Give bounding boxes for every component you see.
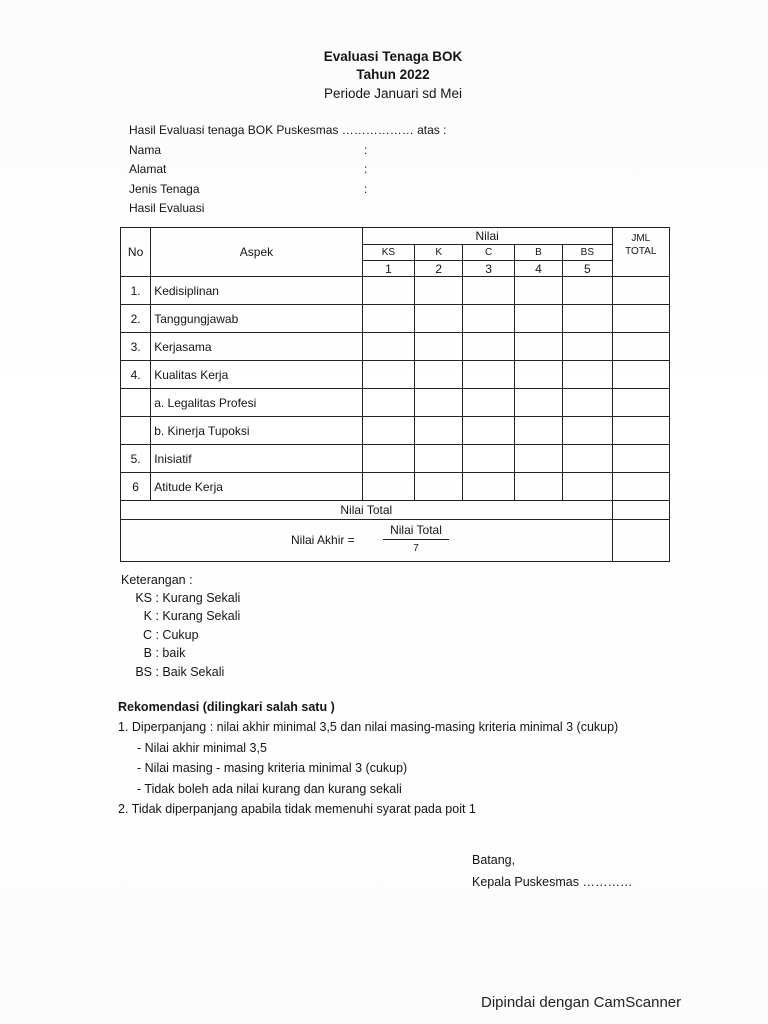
header-aspek: Aspek [151,228,363,277]
fraction-numerator: Nilai Total [383,522,449,540]
total-cell[interactable] [612,333,669,361]
nilai-akhir-formula [121,520,613,562]
score-cell[interactable] [415,473,463,501]
score-cell[interactable] [563,361,612,389]
grade-code-c: C [463,245,514,261]
row-aspek: Inisiatif [151,445,363,473]
grade-code-b: B [514,245,562,261]
row-aspek: Atitude Kerja [151,473,363,501]
rekomendasi-criterion: - Tidak boleh ada nilai kurang dan kurang sekali [137,781,402,796]
score-cell[interactable] [563,445,612,473]
table-row [121,389,670,417]
info-label: Alamat [129,162,167,176]
row-aspek: b. Kinerja Tupoksi [151,417,363,445]
rekomendasi-criterion: - Nilai masing - masing kriteria minimal 3 (cukup) [137,761,408,775]
rekomendasi-section [118,697,618,820]
score-cell[interactable] [415,389,463,417]
score-cell[interactable] [563,389,612,417]
row-aspek: Tanggungjawab [151,305,363,333]
table-row [121,473,670,501]
rekomendasi-option-1[interactable]: 1. Diperpanjang : nilai akhir minimal 3,5 dan nilai masing-masing kriteria minimal 3 (cukup) [118,720,619,734]
legend-item [121,589,240,607]
rekomendasi-title: Rekomendasi (dilingkari salah satu ) [118,700,335,714]
row-no: 1. [121,277,151,305]
score-cell[interactable] [514,445,562,473]
legend-item [121,663,240,681]
grade-num-1: 1 [362,261,414,277]
row-no: 6 [121,473,151,501]
score-cell[interactable] [362,333,414,361]
score-cell[interactable] [415,445,463,473]
score-cell[interactable] [463,305,514,333]
nilai-total-label: Nilai Total [121,501,613,520]
score-cell[interactable] [362,473,414,501]
score-cell[interactable] [463,361,514,389]
rekomendasi-option-2[interactable]: 2. Tidak diperpanjang apabila tidak memenuhi syarat pada poit 1 [118,802,476,816]
header-jml: JML [631,233,651,244]
row-aspek: Kualitas Kerja [151,361,363,389]
total-cell[interactable] [612,389,669,417]
row-no [121,417,151,445]
table-row [121,417,670,445]
nilai-akhir-fraction [383,522,449,558]
grade-code-k: K [415,245,463,261]
score-cell[interactable] [514,361,562,389]
header-no: No [121,228,151,277]
legend-desc: : Cukup [155,627,199,642]
score-cell[interactable] [563,277,612,305]
legend-code: C [142,627,152,642]
row-no: 2. [121,305,151,333]
info-label: Hasil Evaluasi [129,201,205,215]
score-cell[interactable] [415,417,463,445]
score-cell[interactable] [514,417,562,445]
legend-desc: : Baik Sekali [155,664,225,679]
grade-code-bs: BS [563,245,612,261]
document-period: Periode Januari sd Mei [323,86,463,101]
info-row-puskesmas [129,121,446,141]
info-colon: : [364,181,368,196]
score-cell[interactable] [415,361,463,389]
row-aspek: Kerjasama [151,333,363,361]
row-no: 4. [121,361,151,389]
score-cell[interactable] [463,333,514,361]
score-cell[interactable] [563,333,612,361]
total-cell[interactable] [612,277,669,305]
table-row [121,305,670,333]
header-total: TOTAL [625,246,657,257]
document-header [0,48,768,103]
info-colon: : [364,162,368,176]
nilai-total-row [121,501,670,520]
grade-num-2: 2 [415,261,463,277]
row-no [121,389,151,417]
table-row [121,333,670,361]
table-row [121,277,670,305]
score-cell[interactable] [362,417,414,445]
total-cell[interactable] [612,361,669,389]
total-cell[interactable] [612,417,669,445]
info-label: Hasil Evaluasi tenaga BOK Puskesmas ……………… atas : [129,123,447,137]
row-no: 5. [121,445,151,473]
document-title: Evaluasi Tenaga BOK [323,49,463,64]
score-cell[interactable] [563,417,612,445]
table-row [121,361,670,389]
score-cell[interactable] [514,333,562,361]
score-cell[interactable] [362,389,414,417]
row-aspek: a. Legalitas Profesi [151,389,363,417]
keterangan-title: Keterangan : [121,573,193,587]
nilai-akhir-row [121,520,670,562]
legend-desc: : Kurang Sekali [155,591,241,605]
score-cell[interactable] [463,417,514,445]
score-cell[interactable] [563,305,612,333]
signature-block [472,849,632,893]
total-cell[interactable] [612,473,669,501]
info-row-jenis-tenaga [129,180,446,200]
score-cell[interactable] [463,277,514,305]
score-cell[interactable] [362,361,414,389]
info-row-nama [129,141,446,161]
header-jml-total [612,228,669,277]
legend-desc: : Kurang Sekali [155,609,241,624]
signature-role: Kepala Puskesmas ………… [472,875,633,889]
legend-item [121,626,240,644]
score-cell[interactable] [415,277,463,305]
legend-item [121,644,240,662]
legend-code: BS [135,664,152,679]
score-cell[interactable] [514,277,562,305]
total-cell[interactable] [612,445,669,473]
legend-code: B [143,646,152,661]
score-cell[interactable] [415,333,463,361]
score-cell[interactable] [563,473,612,501]
score-cell[interactable] [514,305,562,333]
header-nilai: Nilai [362,228,612,245]
row-no: 3. [121,333,151,361]
nilai-total-value[interactable] [612,501,669,520]
score-cell[interactable] [415,305,463,333]
row-aspek: Kedisiplinan [151,277,363,305]
score-cell[interactable] [463,389,514,417]
identity-section [129,121,446,219]
score-cell[interactable] [514,473,562,501]
legend-code: KS [135,591,152,605]
info-label: Jenis Tenaga [129,181,200,196]
score-cell[interactable] [362,305,414,333]
document-year: Tahun 2022 [356,67,430,82]
info-row-alamat [129,160,446,180]
fraction-denominator: 7 [413,543,419,554]
table-row [121,445,670,473]
evaluation-table [120,227,670,562]
nilai-akhir-value[interactable] [612,520,669,562]
grade-num-4: 4 [514,261,562,277]
info-label: Nama [129,142,162,157]
scanner-watermark: Dipindai dengan CamScanner [481,994,682,1011]
rekomendasi-criterion: - Nilai akhir minimal 3,5 [137,740,267,755]
nilai-akhir-label: Nilai Akhir = [291,533,355,547]
grade-code-ks: KS [362,245,414,261]
legend-code: K [143,609,152,624]
legend-item [121,607,240,625]
signature-place: Batang, [472,853,516,867]
legend-desc: : baik [155,646,186,661]
info-row-hasil-evaluasi [129,199,446,219]
score-cell[interactable] [362,277,414,305]
score-cell[interactable] [514,389,562,417]
grade-num-5: 5 [563,261,612,277]
keterangan-section [121,571,240,681]
score-cell[interactable] [463,445,514,473]
score-cell[interactable] [362,445,414,473]
info-colon: : [364,142,368,157]
total-cell[interactable] [612,305,669,333]
grade-num-3: 3 [463,261,514,277]
score-cell[interactable] [463,473,514,501]
